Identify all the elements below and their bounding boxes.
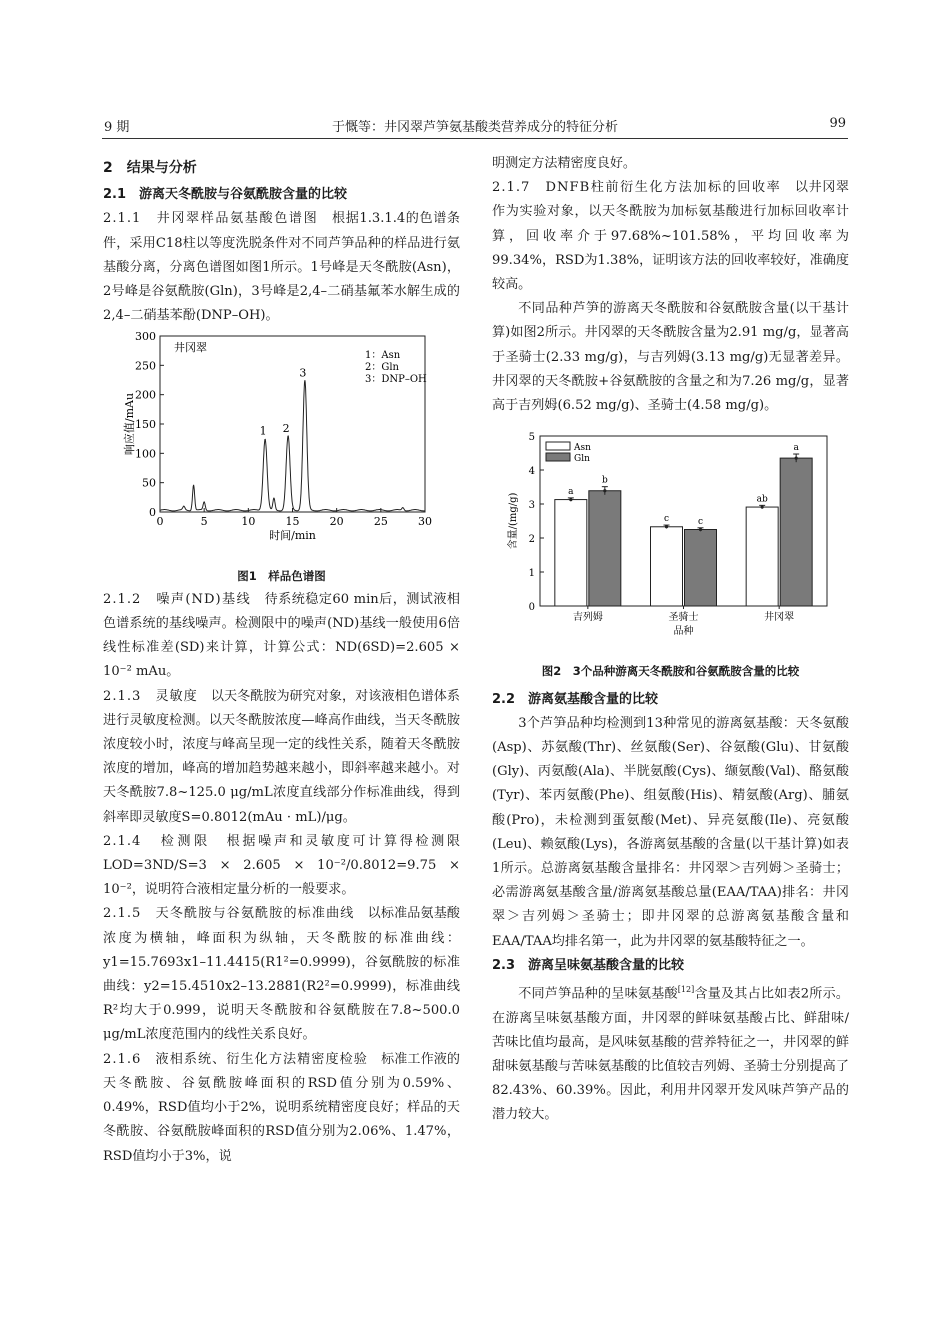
subsection-2-1-2-text: 待系统稳定60 min后，测试液相色谱系统的基线噪声。检测限中的噪声(ND)基线一般使用6倍线性标准差(SD)来计算，计算公式：ND(6SD)=2.605 × 10⁻² mAu。 — [103, 591, 460, 680]
y-tick-label: 200 — [135, 389, 156, 403]
legend-label: Asn — [574, 443, 591, 454]
peak-label: 3 — [299, 366, 307, 380]
figure-1-caption: 图1 样品色谱图 — [237, 568, 326, 583]
mean-dot — [699, 528, 702, 531]
y-tick-label: 100 — [135, 447, 156, 461]
significance-letter: a — [793, 443, 799, 454]
chart-title: 井冈翠 — [174, 341, 207, 355]
x-tick-label: 30 — [418, 515, 432, 529]
paragraph-2-1-1 — [103, 207, 460, 328]
subsection-2-1-3-text: 以天冬酰胺为研究对象，对该液相色谱体系进行灵敏度检测。以天冬酰胺浓度—峰高作曲线，当天冬酰胺浓度较小时，浓度与峰高呈现一定的线性关系，随着天冬酰胺浓度的增加，峰高的增加趋势越来越小，即斜率越来越小。对天冬酰胺7.8~125.0 μg/mL浓度直线部分作标准曲线，得到斜率即灵敏度S=0.8012(mAu · mL)/μg。 — [103, 688, 460, 825]
subsection-2-1-2-label: 2.1.2 噪声(ND)基线 — [103, 591, 252, 607]
paragraph-figure-2-intro: 不同品种芦笋的游离天冬酰胺和谷氨酰胺含量(以干基计算)如图2所示。井冈翠的天冬酰胺含量为2.91 mg/g，显著高于圣骑士(2.33 mg/g)，与吉列姆(3.13 mg/g)无显著差异。井冈翠的天冬酰胺+谷氨酰胺的含量之和为7.26 mg/g，显著高于吉列姆(6.52 mg/g)、圣骑士(4.58 mg/g)。 — [492, 301, 849, 414]
subsection-2-1-7-label: 2.1.7 DNFB柱前衍生化方法加标的回收率 — [492, 180, 782, 196]
y-tick-label: 2 — [528, 534, 535, 546]
x-tick-label: 5 — [200, 515, 208, 529]
paragraph-2-3 — [492, 978, 849, 1128]
x-axis-label: 时间/min — [269, 529, 316, 543]
bar-asn — [651, 527, 683, 606]
chromatogram-trace — [160, 381, 425, 512]
left-column — [103, 152, 460, 1169]
header-rule — [102, 138, 848, 139]
y-tick-label: 5 — [528, 432, 535, 444]
subsection-2-1-5-label: 2.1.5 天冬酰胺与谷氨酰胺的标准曲线 — [103, 906, 355, 922]
subsection-2-1-3-label: 2.1.3 灵敏度 — [103, 688, 198, 704]
section-2-title: 2 结果与分析 — [103, 160, 197, 176]
bar-gln — [685, 530, 717, 607]
paragraph-2-1-5 — [103, 902, 460, 1047]
section-2-2-title: 2.2 游离氨基酸含量的比较 — [492, 691, 659, 707]
page-number: 99 — [829, 116, 846, 131]
subsection-2-1-7-text: 以井冈翠作为实验对象，以天冬酰胺为加标氨基酸进行加标回收率计算，回收率介于97.68%~101.58%，平均回收率为99.34%，RSD为1.38%，证明该方法的回收率较好，准确度较高。 — [492, 180, 849, 293]
legend-entry: 3：DNP–OH — [365, 374, 427, 386]
running-title: 于慨等：井冈翠芦笋氨基酸类营养成分的特征分析 — [331, 120, 618, 135]
legend-entry: 1：Asn — [365, 350, 401, 362]
x-tick-label: 10 — [241, 515, 256, 529]
bar-asn — [746, 507, 778, 606]
legend-label: Gln — [574, 454, 590, 465]
subsection-2-1-4-label: 2.1.4 检测限 — [103, 833, 211, 849]
y-tick-label: 3 — [528, 500, 535, 512]
mean-dot — [761, 506, 764, 509]
paragraph-2-3-text-a: 不同芦笋品种的呈味氨基酸 — [518, 986, 678, 1002]
paragraph-2-1-7 — [492, 176, 849, 297]
x-tick-label: 20 — [329, 515, 344, 529]
bar-gln — [780, 458, 812, 606]
section-2-1-title: 2.1 游离天冬酰胺与谷氨酰胺含量的比较 — [103, 187, 348, 203]
y-axis-label: 含量/(mg/g) — [508, 492, 519, 550]
significance-letter: a — [568, 487, 574, 498]
paragraph-2-1-4 — [103, 830, 460, 903]
significance-letter: c — [697, 517, 704, 528]
paragraph-2-1-3 — [103, 685, 460, 830]
mean-dot — [603, 489, 606, 492]
x-tick-label: 井冈翠 — [764, 612, 795, 624]
paragraph-2-2: 3个芦笋品种均检测到13种常见的游离氨基酸：天冬氨酸(Asp)、苏氨酸(Thr)、丝氨酸(Ser)、谷氨酸(Glu)、甘氨酸(Gly)、丙氨酸(Ala)、半胱氨酸(Cys)、缬氨酸(Val)、酪氨酸(Tyr)、苯丙氨酸(Phe)、组氨酸(His)、精氨酸(Arg)、脯氨酸(Pro)，未检测到蛋氨酸(Met)、异亮氨酸(Ile)、亮氨酸(Leu)、赖氨酸(Lys)，各游离氨基酸的含量(以干基计算)如表1所示。总游离氨基酸含量排名：井冈翠＞吉列姆＞圣骑士；必需游离氨基酸含量/游离氨基酸总量(EAA/TAA)排名：井冈翠＞吉列姆＞圣骑士；即井冈翠的总游离氨基酸含量和EAA/TAA均排名第一，此为井冈翠的氨基酸特征之一。 — [492, 715, 849, 949]
y-tick-label: 250 — [135, 359, 156, 373]
figure-2 — [492, 426, 849, 683]
y-tick-label: 0 — [528, 602, 535, 614]
x-tick-label: 吉列姆 — [572, 612, 603, 624]
legend-entry: 2：Gln — [365, 362, 399, 374]
legend-swatch-asn — [546, 442, 570, 450]
citation-12: [12] — [677, 985, 695, 995]
x-tick-label: 15 — [285, 515, 300, 529]
paragraph-continued: 明测定方法精密度良好。 — [492, 156, 637, 171]
paragraph-2-1-2 — [103, 588, 460, 685]
x-tick-label: 0 — [156, 515, 164, 529]
section-2-3-title: 2.3 游离呈味氨基酸含量的比较 — [492, 957, 685, 973]
y-tick-label: 50 — [142, 477, 156, 491]
subsection-2-1-6-text: 标准工作液的天冬酰胺、谷氨酰胺峰面积的RSD值分别为0.59%、0.49%，RSD值均小于2%，说明系统精密度良好；样品的天冬酰胺、谷氨酰胺峰面积的RSD值分别为2.06%、1.47%，RSD值均小于3%，说 — [103, 1051, 460, 1164]
y-tick-label: 0 — [149, 506, 156, 520]
paragraph-2-3-text-b: 含量及其占比如表2所示。在游离呈味氨基酸方面，井冈翠的鲜味氨基酸占比、鲜甜味/苦味比值均最高，是风味氨基酸的营养特征之一，井冈翠的鲜甜味氨基酸与苦味氨基酸的比值较吉列姆、圣骑士分别提高了82.43%、60.39%。因此，利用井冈翠开发风味芦笋产品的潜力较大。 — [492, 986, 849, 1123]
y-tick-label: 150 — [135, 418, 156, 432]
x-axis-label: 品种 — [673, 626, 694, 638]
legend-swatch-gln — [546, 453, 570, 461]
bar-gln — [589, 491, 621, 606]
mean-dot — [569, 498, 572, 501]
peak-label: 1 — [259, 424, 267, 438]
chromatogram-chart — [103, 328, 460, 554]
significance-letter: b — [601, 475, 608, 486]
subsection-2-1-1-text: 根据1.3.1.4的色谱条件，采用C18柱以等度洗脱条件对不同芦笋品种的样品进行氨基酸分离，分离色谱图如图1所示。1号峰是天冬酰胺(Asn)，2号峰是谷氨酰胺(Gln)，3号峰是2,4–二硝基氟苯水解生成的2,4–二硝基苯酚(DNP–OH)。 — [103, 211, 460, 324]
subsection-2-1-5-text: 以标准品氨基酸浓度为横轴，峰面积为纵轴，天冬酰胺的标准曲线：y1=15.7693x1–11.4415(R1²=0.9999)，谷氨酰胺的标准曲线：y2=15.4510x2–13.2881(R2²=0.9999)，标准曲线R²均大于0.999，说明天冬酰胺和谷氨酰胺在7.8~500.0 μg/mL浓度范围内的线性关系良好。 — [103, 906, 460, 1043]
paragraph-2-1-6 — [103, 1048, 460, 1169]
significance-letter: ab — [756, 494, 768, 505]
x-tick-label: 25 — [373, 515, 388, 529]
figure-1 — [103, 328, 460, 587]
significance-letter: c — [663, 514, 670, 525]
figure-2-caption: 图2 3个品种游离天冬酰胺和谷氨酰胺含量的比较 — [541, 664, 800, 679]
y-axis-label: 响应值/mAu — [123, 393, 136, 456]
subsection-2-1-4-text: 根据噪声和灵敏度可计算得检测限LOD=3ND/S=3 × 2.605 × 10⁻²/0.8012=9.75 × 10⁻²，说明符合液相定量分析的一般要求。 — [103, 833, 460, 898]
mean-dot — [665, 525, 668, 528]
subsection-2-1-6-label: 2.1.6 液相系统、衍生化方法精密度检验 — [103, 1051, 368, 1067]
right-column — [492, 152, 849, 1128]
y-tick-label: 300 — [135, 330, 156, 344]
y-tick-label: 1 — [528, 568, 535, 580]
x-tick-label: 圣骑士 — [668, 612, 699, 624]
bar-chart — [492, 426, 849, 648]
issue-number: 9 期 — [104, 120, 130, 135]
subsection-2-1-1-label: 2.1.1 井冈翠样品氨基酸色谱图 — [103, 211, 319, 227]
bar-asn — [555, 500, 587, 606]
y-tick-label: 4 — [528, 466, 535, 478]
peak-label: 2 — [282, 422, 290, 436]
mean-dot — [795, 457, 798, 460]
